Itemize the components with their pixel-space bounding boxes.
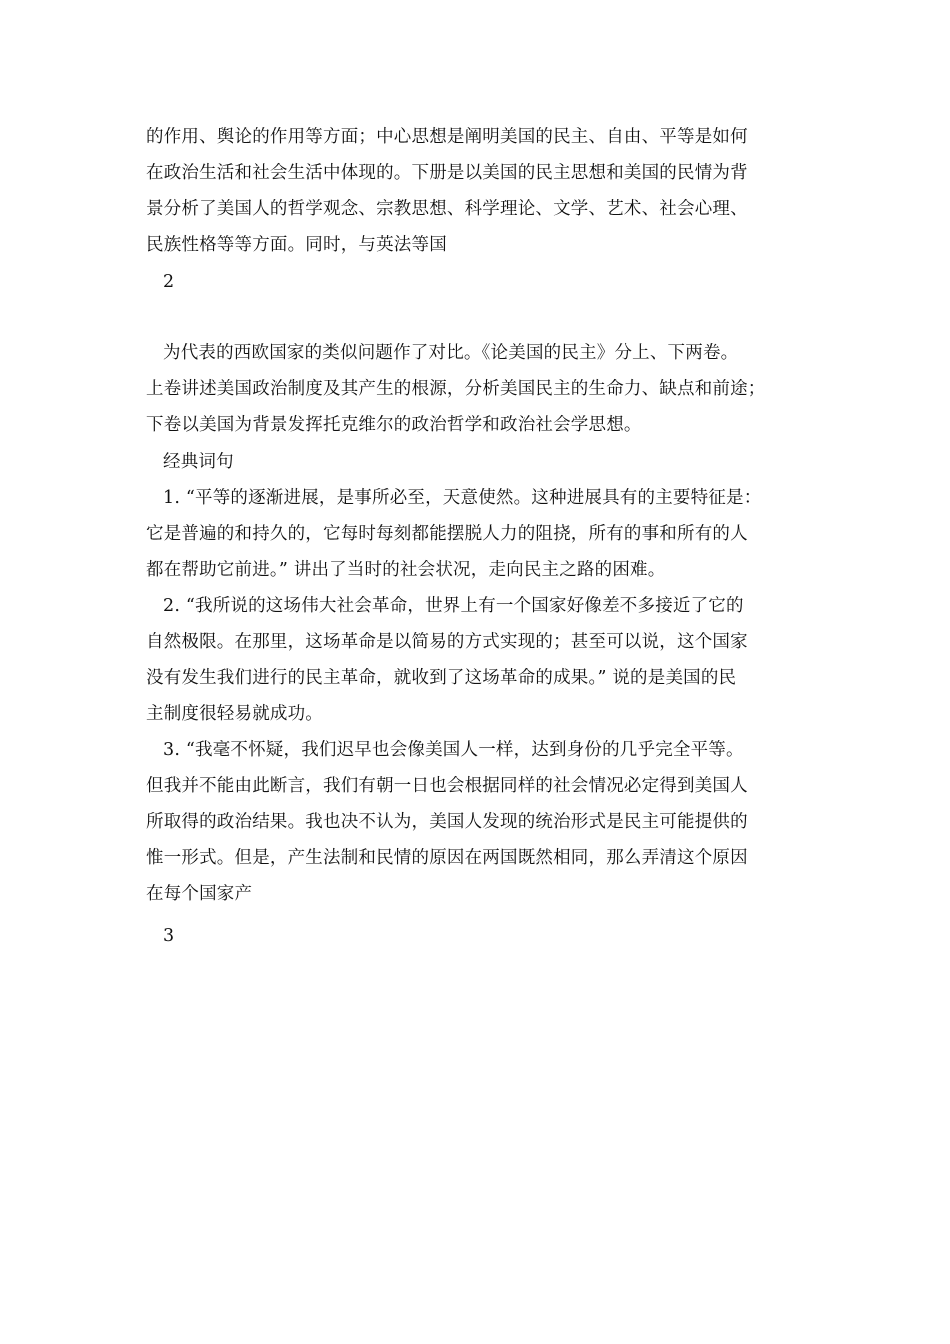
quote-line: 惟一形式。但是，产生法制和民情的原因在两国既然相同，那么弄清这个原因 — [146, 848, 748, 868]
quote-line: 在每个国家产 — [146, 884, 253, 904]
quote-line: 1. “平等的逐渐进展，是事所必至，天意使然。这种进展具有的主要特征是： — [163, 488, 762, 508]
paragraph-line: 景分析了美国人的哲学观念、宗教思想、科学理论、文学、艺术、社会心理、 — [146, 199, 748, 219]
paragraph-line: 民族性格等等方面。同时，与英法等国 — [146, 235, 447, 255]
quote-line: 都在帮助它前进。” 讲出了当时的社会状况，走向民主之路的困难。 — [146, 560, 666, 580]
quote-line: 2. “我所说的这场伟大社会革命，世界上有一个国家好像差不多接近了它的 — [163, 596, 744, 616]
quote-line: 它是普遍的和持久的，它每时每刻都能摆脱人力的阻挠，所有的事和所有的人 — [146, 524, 748, 544]
page-number: 3 — [163, 926, 175, 946]
paragraph-line: 为代表的西欧国家的类似问题作了对比。《论美国的民主》分上、下两卷。 — [163, 343, 739, 363]
quote-line: 主制度很轻易就成功。 — [146, 704, 323, 724]
paragraph-line: 的作用、舆论的作用等方面；中心思想是阐明美国的民主、自由、平等是如何 — [146, 127, 748, 147]
quote-line: 没有发生我们进行的民主革命，就收到了这场革命的成果。” 说的是美国的民 — [146, 668, 737, 688]
quote-line: 自然极限。在那里，这场革命是以简易的方式实现的；甚至可以说，这个国家 — [146, 632, 748, 652]
paragraph-line: 上卷讲述美国政治制度及其产生的根源，分析美国民主的生命力、缺点和前途； — [146, 379, 766, 399]
quote-line: 但我并不能由此断言，我们有朝一日也会根据同样的社会情况必定得到美国人 — [146, 776, 748, 796]
quote-line: 所取得的政治结果。我也决不认为，美国人发现的统治形式是民主可能提供的 — [146, 812, 748, 832]
section-heading: 经典词句 — [163, 452, 234, 472]
paragraph-line: 下卷以美国为背景发挥托克维尔的政治哲学和政治社会学思想。 — [146, 415, 642, 435]
page-number: 2 — [163, 272, 175, 292]
quote-line: 3. “我毫不怀疑，我们迟早也会像美国人一样，达到身份的几乎完全平等。 — [163, 740, 744, 760]
paragraph-line: 在政治生活和社会生活中体现的。下册是以美国的民主思想和美国的民情为背 — [146, 163, 748, 183]
